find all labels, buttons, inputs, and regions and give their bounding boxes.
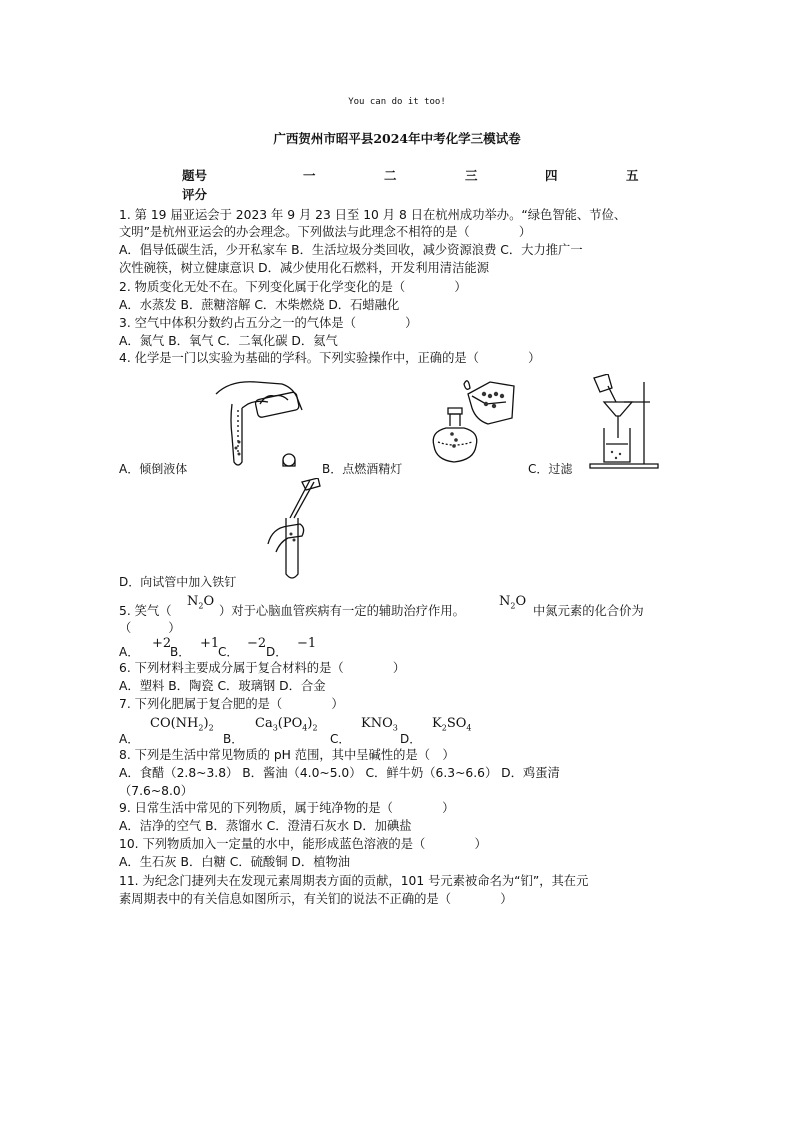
q7-option-a: A．: [119, 732, 140, 746]
q7-option-c: C．: [330, 732, 351, 746]
q1-line-2: 文明”是杭州亚运会的办会理念。下列做法与此理念不相符的是（ ）: [119, 225, 532, 239]
q7-formula-d: $K_2SO_4$: [432, 716, 472, 733]
q10-line-1: 10. 下列物质加入一定量的水中，能形成蓝色溶液的是（ ）: [119, 837, 487, 851]
q5-value-b: +1: [200, 636, 220, 651]
q5-option-d: D．: [266, 645, 288, 659]
q1-line-3: A．倡导低碳生活，少开私家车 B．生活垃圾分类回收，减少资源浪费 C．大力推广一: [119, 243, 583, 257]
q8-line-3: （7.6~8.0）: [119, 784, 194, 798]
score-header-3: 三: [465, 168, 478, 183]
q5-value-c: −2: [247, 636, 267, 651]
q2-line-1: 2. 物质变化无处不在。下列变化属于化学变化的是（ ）: [119, 280, 467, 294]
q7-formula-c: $KNO_3$: [361, 716, 398, 733]
q10-options: A．生石灰 B．白糖 C．硫酸铜 D．植物油: [119, 855, 351, 869]
q5-line-1b: ）对于心脑血管疾病有一定的辅助治疗作用。: [219, 604, 465, 618]
score-row-label: 评分: [182, 187, 208, 202]
q5-value-d: −1: [297, 636, 317, 651]
exam-title: 广西贺州市昭平县2024年中考化学三模试卷: [273, 131, 521, 146]
q5-formula-n2o: $N_2O$: [187, 594, 215, 611]
q6-options: A．塑料 B．陶瓷 C．玻璃钢 D．合金: [119, 679, 326, 693]
q7-option-b: B．: [223, 732, 244, 746]
q3-line-1: 3. 空气中体积分数约占五分之一的气体是（ ）: [119, 316, 418, 330]
q1-line-4: 次性碗筷，树立健康意识 D．减少使用化石燃料，开发利用清洁能源: [119, 261, 489, 275]
q7-formula-a: $CO(NH_2)_2$: [150, 716, 214, 733]
score-header-2: 二: [384, 168, 397, 183]
q3-options: A．氮气 B．氧气 C．二氧化碳 D．氦气: [119, 334, 338, 348]
q4-option-b: B．点燃酒精灯: [322, 462, 403, 476]
q5-option-a: A．: [119, 645, 140, 659]
q4-line-1: 4. 化学是一门以实验为基础的学科。下列实验操作中，正确的是（ ）: [119, 351, 541, 365]
filtration-illustration: [586, 374, 662, 470]
q9-options: A．洁净的空气 B．蒸馏水 C．澄清石灰水 D．加碘盐: [119, 819, 412, 833]
pouring-liquid-illustration: [212, 374, 308, 470]
q4-option-a: A．倾倒液体: [119, 462, 188, 476]
q8-line-1: 8. 下列是生活中常见物质的 pH 范围，其中呈碱性的是（ ）: [119, 748, 455, 762]
q4-option-c: C．过滤: [528, 462, 573, 476]
header-note: You can do it too!: [348, 97, 446, 107]
q7-formula-b: $Ca_3(PO_4)_2$: [255, 716, 318, 733]
score-header-label: 题号: [182, 168, 208, 183]
adding-iron-nail-illustration: [258, 478, 324, 582]
q11-line-1: 11. 为纪念门捷列夫在发现元素周期表方面的贡献，101 号元素被命名为“钔”，其在元: [119, 874, 589, 888]
score-header-4: 四: [545, 168, 558, 183]
q5-option-c: C．: [218, 645, 239, 659]
q11-line-2: 素周期表中的有关信息如图所示，有关钔的说法不正确的是（ ）: [119, 892, 513, 906]
q7-option-d: D．: [400, 732, 422, 746]
alcohol-lamp-illustration: [424, 374, 520, 474]
score-header-5: 五: [626, 168, 639, 183]
q5-value-a: +2: [152, 636, 172, 651]
q2-options: A．水蒸发 B．蔗糖溶解 C．木柴燃烧 D．石蜡融化: [119, 298, 400, 312]
q5-option-b: B．: [170, 645, 191, 659]
score-header-1: 一: [303, 168, 316, 183]
q5-line-2: （ ）: [119, 621, 181, 635]
q7-line-1: 7. 下列化肥属于复合肥的是（ ）: [119, 697, 344, 711]
q9-line-1: 9. 日常生活中常见的下列物质，属于纯净物的是（ ）: [119, 801, 455, 815]
q5-formula-n2o-2: $N_2O$: [499, 594, 527, 611]
q1-line-1: 1. 第 19 届亚运会于 2023 年 9 月 23 日至 10 月 8 日在杭州成功举办。“绿色智能、节俭、: [119, 208, 627, 222]
q8-line-2: A．食醋（2.8~3.8） B．酱油（4.0~5.0） C．鲜牛奶（6.3~6.6） D．鸡蛋清: [119, 766, 560, 780]
q6-line-1: 6. 下列材料主要成分属于复合材料的是（ ）: [119, 661, 406, 675]
q5-line-1c: 中氮元素的化合价为: [533, 604, 644, 618]
q4-option-d: D．向试管中加入铁钉: [119, 575, 237, 589]
q5-line-1a: 5. 笑气（: [119, 604, 172, 618]
